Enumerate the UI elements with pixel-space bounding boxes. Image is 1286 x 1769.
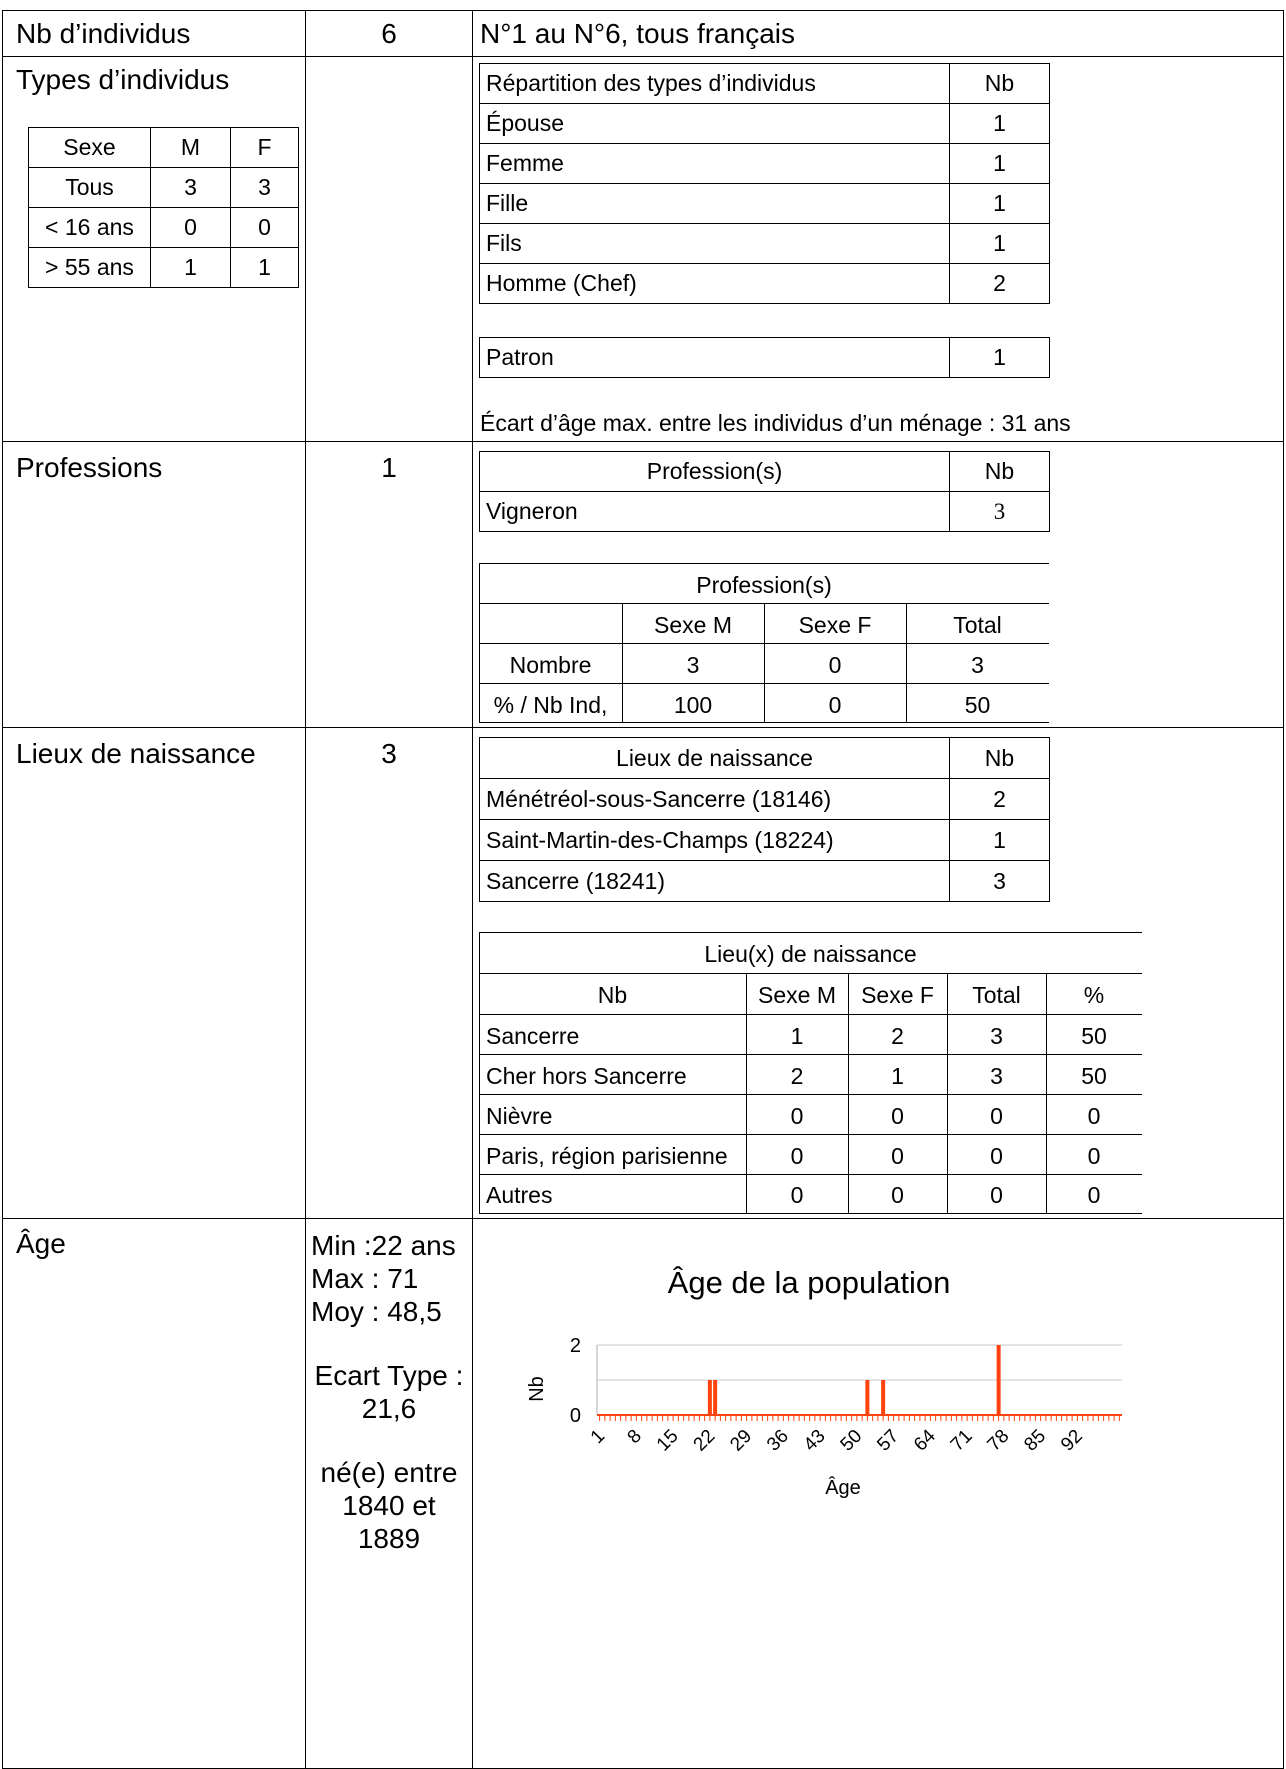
sex-table-header: Sexe: [29, 128, 151, 168]
sex-table-cell: 1: [151, 248, 231, 288]
professions-label: Professions: [16, 452, 163, 483]
profession-sex-table-header: Total: [953, 612, 1002, 638]
chart-bar: [881, 1380, 885, 1415]
chart-y-tick-label: 0: [569, 1405, 581, 1427]
chart-bar: [708, 1380, 712, 1415]
birthplace-list-header: Nb: [950, 738, 1050, 779]
region-table-cell: Paris, région parisienne: [486, 1143, 728, 1169]
age-gap-note: Écart d’âge max. entre les individus d’un ménage : 31 ans: [480, 410, 1071, 436]
region-table-header: Sexe F: [861, 982, 934, 1008]
profession-sex-table-cell: 3: [971, 652, 984, 678]
chart-bar: [713, 1380, 717, 1415]
sex-table-cell: < 16 ans: [29, 208, 151, 248]
patron-cell: 1: [950, 338, 1050, 378]
birthplace-list-cell: Sancerre (18241): [480, 861, 950, 902]
row-divider-2: [2, 441, 1284, 442]
region-table-cell: 50: [1081, 1023, 1107, 1049]
birthplace-list-cell: 1: [950, 820, 1050, 861]
region-table-vline: [848, 973, 849, 1214]
chart-x-tick-label: 71: [946, 1425, 977, 1456]
region-table-header: Total: [972, 982, 1021, 1008]
chart-y-tick-label: 2: [569, 1335, 581, 1357]
region-table-header: %: [1083, 982, 1105, 1008]
age-born-range: [306, 1456, 472, 1555]
profession-list-cell: 3: [950, 492, 1050, 532]
summary-count: 6: [381, 18, 397, 49]
sex-table-cell: Tous: [29, 168, 151, 208]
age-stats: [311, 1229, 456, 1328]
profession-sex-table-cell: Nombre: [509, 652, 592, 678]
repartition-cell: 1: [950, 144, 1050, 184]
profession-list-header: Nb: [950, 452, 1050, 492]
region-table-cell: 0: [1087, 1143, 1101, 1169]
patron-table: [479, 337, 1050, 378]
repartition-cell: Épouse: [480, 104, 950, 144]
region-table-line: [479, 1014, 1142, 1015]
region-table-title: Lieu(x) de naissance: [704, 941, 917, 967]
region-table-cell: 0: [1087, 1103, 1101, 1129]
birthplace-list-cell: Ménétréol-sous-Sancerre (18146): [480, 779, 950, 820]
repartition-header: Répartition des types d’individus: [480, 64, 950, 104]
age-std: [306, 1359, 472, 1425]
patron-cell: Patron: [480, 338, 950, 378]
region-table-cell: 0: [891, 1182, 904, 1208]
repartition-cell: 1: [950, 104, 1050, 144]
age-std-label: Ecart Type :: [314, 1360, 464, 1391]
chart-bar: [865, 1380, 869, 1415]
age-born-line1: né(e) entre: [320, 1457, 458, 1488]
chart-x-tick-label: 15: [652, 1425, 683, 1456]
chart-bar: [997, 1345, 1001, 1415]
row-divider-1: [2, 56, 1284, 57]
profession-sex-table-cell: 0: [828, 652, 842, 678]
birthplace-list-table: [479, 737, 1050, 902]
profession-list-cell: Vigneron: [480, 492, 950, 532]
region-table-cell: 1: [891, 1063, 904, 1089]
region-table-cell: 0: [990, 1103, 1003, 1129]
sex-table-cell: 3: [151, 168, 231, 208]
birthplace-list-header: Lieux de naissance: [480, 738, 950, 779]
profession-list-table: [479, 451, 1050, 532]
repartition-cell: 1: [950, 184, 1050, 224]
row-divider-3: [2, 727, 1284, 728]
chart-x-tick-label: 78: [983, 1425, 1014, 1456]
region-table-cell: Nièvre: [486, 1103, 553, 1129]
profession-sex-table-title: Profession(s): [696, 572, 832, 598]
region-table-cell: 1: [790, 1023, 804, 1049]
sex-table-cell: 3: [231, 168, 299, 208]
repartition-cell: Fille: [480, 184, 950, 224]
sex-table-header: M: [151, 128, 231, 168]
birthplace-list-cell: Saint-Martin-des-Champs (18224): [480, 820, 950, 861]
repartition-cell: 2: [950, 264, 1050, 304]
region-table-line: [479, 1213, 1142, 1214]
chart-x-tick-label: 85: [1020, 1425, 1051, 1456]
birthplace-list-cell: 2: [950, 779, 1050, 820]
birthplaces-label: Lieux de naissance: [16, 738, 256, 769]
profession-sex-table-header: Sexe M: [654, 612, 732, 638]
chart-ticks: [570, 1335, 1120, 1455]
sex-table: [28, 127, 299, 288]
types-label: Types d’individus: [16, 64, 230, 95]
summary-detail: N°1 au N°6, tous français: [480, 18, 795, 49]
birthplace-list-cell: 3: [950, 861, 1050, 902]
region-table-cell: Sancerre: [486, 1023, 580, 1049]
age-std-value: 21,6: [361, 1393, 417, 1424]
region-table-cell: 0: [790, 1143, 804, 1169]
region-table-header: Nb: [597, 982, 628, 1008]
region-table-cell: 3: [990, 1023, 1003, 1049]
region-table-line: [479, 1134, 1142, 1135]
chart-x-tick-label: 1: [586, 1425, 610, 1449]
repartition-header: Nb: [950, 64, 1050, 104]
chart-x-tick-label: 43: [799, 1425, 830, 1456]
birthplaces-count: 3: [381, 738, 397, 769]
profession-sex-table-header: Sexe F: [798, 612, 872, 638]
region-table-line: [479, 973, 1142, 974]
repartition-cell: Fils: [480, 224, 950, 264]
region-table-cell: 0: [1087, 1182, 1101, 1208]
chart-x-tick-label: 64: [910, 1425, 940, 1456]
region-table-cell: 2: [790, 1063, 804, 1089]
region-table-cell: 0: [790, 1103, 804, 1129]
region-table-line: [479, 1054, 1142, 1055]
region-table-cell: 0: [891, 1143, 904, 1169]
profession-list-header: Profession(s): [480, 452, 950, 492]
region-table-vline: [947, 973, 948, 1214]
profession-sex-table-cell: % / Nb Ind,: [493, 692, 608, 718]
age-max: Max : 71: [311, 1263, 419, 1294]
region-table-cell: 0: [990, 1182, 1003, 1208]
sex-table-cell: 1: [231, 248, 299, 288]
profession-sex-table-top-line: [479, 563, 1049, 564]
age-mean: Moy : 48,5: [311, 1296, 442, 1327]
chart-title: Âge de la population: [667, 1265, 951, 1300]
sex-table-cell: 0: [231, 208, 299, 248]
age-born-line3: 1889: [357, 1523, 421, 1554]
age-label: Âge: [16, 1228, 66, 1259]
sex-table-cell: > 55 ans: [29, 248, 151, 288]
region-table-cell: Cher hors Sancerre: [486, 1063, 687, 1089]
professions-count: 1: [381, 452, 397, 483]
repartition-cell: Homme (Chef): [480, 264, 950, 304]
chart-x-axis-label: Âge: [825, 1477, 861, 1499]
region-table-cell: Autres: [486, 1182, 553, 1208]
chart-gridlines: [597, 1345, 1122, 1415]
region-table-cell: 2: [891, 1023, 904, 1049]
region-table-cell: 0: [891, 1103, 904, 1129]
chart-x-tick-label: 36: [763, 1425, 793, 1456]
sex-table-header: F: [231, 128, 299, 168]
region-table-cell: 0: [790, 1182, 804, 1208]
chart-x-tick-label: 22: [689, 1425, 720, 1456]
region-table-cell: 0: [990, 1143, 1003, 1169]
region-table-line: [479, 1174, 1142, 1175]
region-table-line: [479, 1094, 1142, 1095]
profession-sex-table-cell: 50: [964, 692, 991, 718]
sex-table-cell: 0: [151, 208, 231, 248]
region-table-cell: 3: [990, 1063, 1003, 1089]
region-table-cell: 50: [1081, 1063, 1107, 1089]
summary-label: Nb d’individus: [16, 18, 191, 49]
profession-sex-table-cell: 3: [686, 652, 700, 678]
repartition-cell: Femme: [480, 144, 950, 184]
chart-y-axis-label: Nb: [526, 1376, 548, 1402]
age-chart: [473, 1219, 1283, 1767]
profession-sex-table-cell: 100: [673, 692, 713, 718]
region-table-vline: [1046, 973, 1047, 1214]
chart-x-tick-label: 57: [873, 1425, 904, 1456]
chart-x-tick-label: 8: [623, 1425, 646, 1449]
repartition-cell: 1: [950, 224, 1050, 264]
repartition-table: [479, 63, 1050, 304]
region-table-vline: [746, 973, 747, 1214]
chart-x-tick-label: 50: [836, 1425, 867, 1456]
profession-sex-table-cell: 0: [828, 692, 842, 718]
age-born-line2: 1840 et: [342, 1490, 436, 1521]
age-min: Min :22 ans: [311, 1230, 456, 1261]
region-table-header: Sexe M: [758, 982, 836, 1008]
region-table-line: [479, 932, 1142, 933]
chart-x-tick-label: 29: [726, 1425, 757, 1456]
chart-x-tick-label: 92: [1057, 1425, 1087, 1456]
